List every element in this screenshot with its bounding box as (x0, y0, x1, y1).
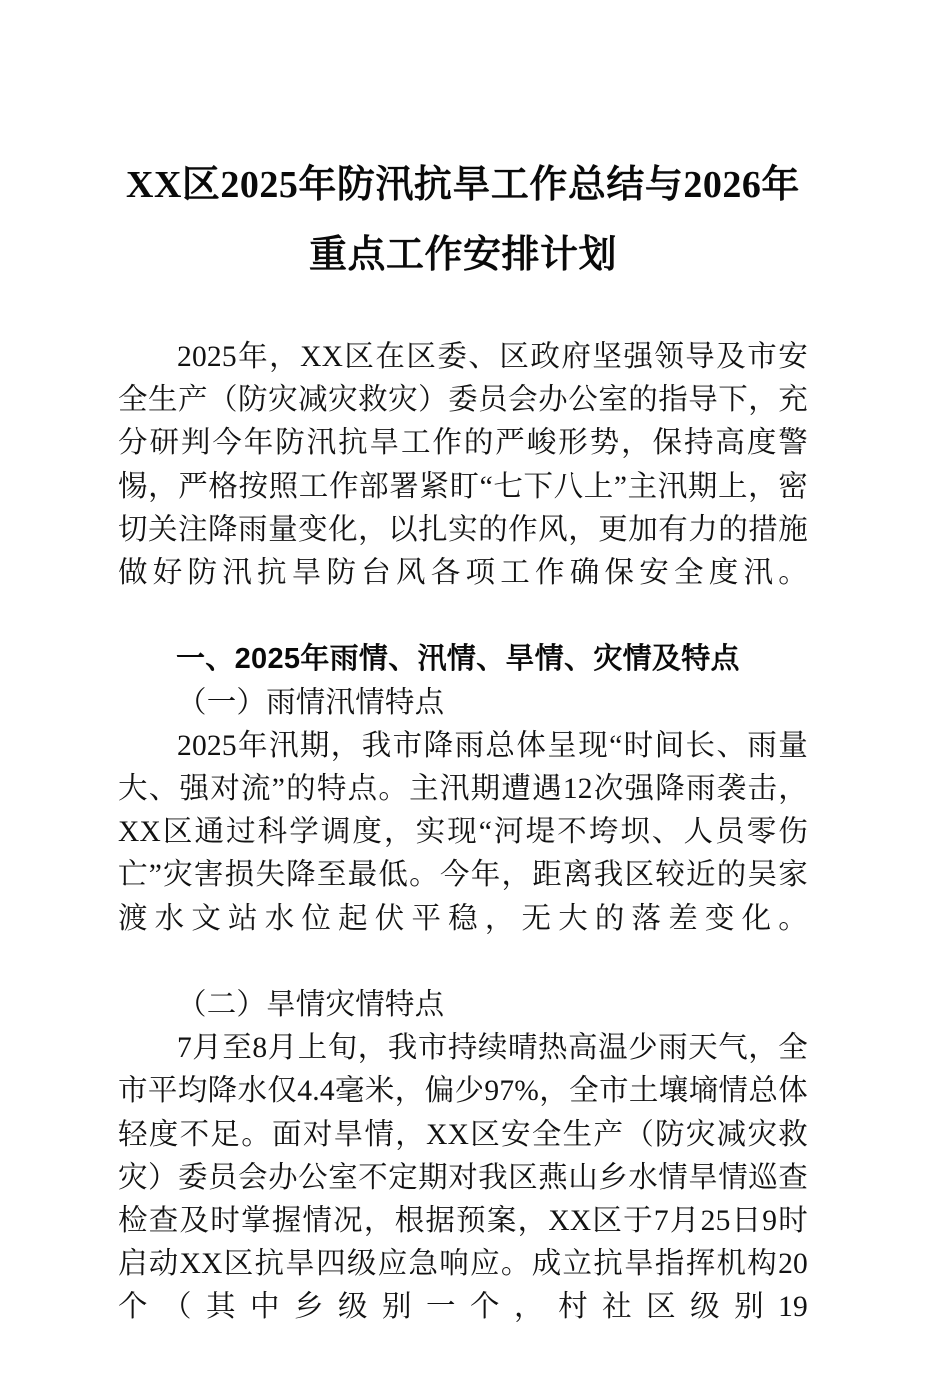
page-content (118, 0, 808, 1373)
paragraph-drought-disaster: 7月至8月上旬，我市持续晴热高温少雨天气，全市平均降水仅4.4毫米，偏少97%，全市土壤墒情总体轻度不足。面对旱情，XX区安全生产（防灾减灾救灾）委员会办公室不定期对我区燕山乡水情旱情巡查检查及时掌握情况，根据预案，XX区于7月25日9时启动XX区抗旱四级应急响应。成立抗旱指挥机构20个（其中乡级别一个，村社区级别19 (118, 1032, 808, 1324)
subsection-heading-1-2: （二）旱情灾情特点 (177, 989, 445, 1022)
paragraph-rainfall-flood: 2025年汛期，我市降雨总体呈现“时间长、雨量大、强对流”的特点。主汛期遭遇12次强降雨袭击，XX区通过科学调度，实现“河堤不垮坝、人员零伤亡”灾害损失降至最低。今年，距离我区较近的吴家渡水文站水位起伏平稳，无大的落差变化。 (118, 729, 808, 935)
section-heading-1: 一、2025年雨情、汛情、旱情、灾情及特点 (176, 643, 740, 676)
page-title (118, 0, 808, 290)
title-line-1: XX区2025年防汛抗旱工作总结与2026年 (126, 164, 800, 206)
subsection-heading-1-1: （一）雨情汛情特点 (177, 686, 445, 719)
title-line-2: 重点工作安排计划 (308, 234, 617, 276)
paragraph-intro: 2025年，XX区在区委、区政府坚强领导及市安全生产（防灾减灾救灾）委员会办公室的指导下，充分研判今年防汛抗旱工作的严峻形势，保持高度警惕，严格按照工作部署紧盯“七下八上”主汛期上，密切关注降雨量变化，以扎实的作风，更加有力的措施做好防汛抗旱防台风各项工作确保安全度汛。 (118, 341, 808, 590)
